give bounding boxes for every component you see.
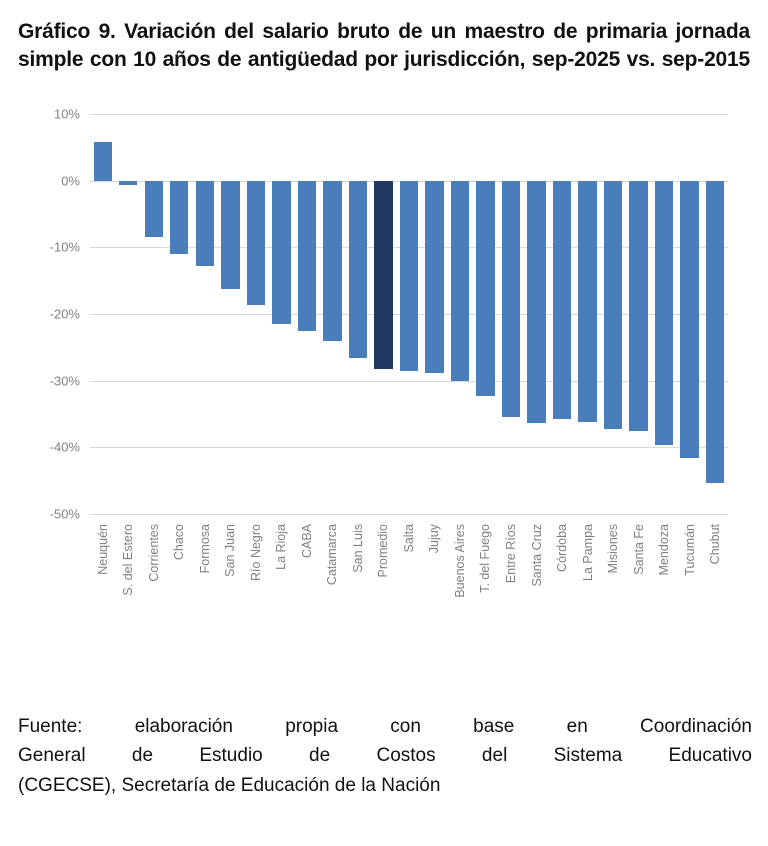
x-axis-label <box>498 520 524 620</box>
x-axis-label <box>473 520 499 620</box>
bar-column <box>320 114 346 514</box>
bar-column <box>677 114 703 514</box>
bar-column <box>218 114 244 514</box>
x-axis-label-text: Corrientes <box>146 523 161 582</box>
x-axis-label-text: Entre Ríos <box>504 523 518 583</box>
bar <box>553 181 571 419</box>
bar <box>706 181 724 484</box>
y-axis-tick-label: -20% <box>49 306 80 322</box>
bar <box>502 181 520 417</box>
x-axis-label-text: Misiones <box>606 523 621 574</box>
x-axis-label-text: San Luis <box>350 523 365 573</box>
bar-column <box>651 114 677 514</box>
bar-column <box>473 114 499 514</box>
bar <box>119 181 137 185</box>
bar <box>247 181 265 305</box>
y-axis-tick-label: 0% <box>61 173 80 188</box>
plot-area <box>90 114 728 514</box>
bar <box>425 181 443 373</box>
x-axis-label-text: Río Negro <box>248 523 263 581</box>
bar-column <box>294 114 320 514</box>
source-line-1: Fuente: elaboración propia con base en Coordinación <box>18 716 752 737</box>
bar-column <box>243 114 269 514</box>
x-axis-label <box>167 520 193 620</box>
x-axis-label <box>192 520 218 620</box>
bar <box>578 181 596 422</box>
x-axis-label <box>345 520 371 620</box>
bar <box>451 181 469 381</box>
x-axis-label <box>243 520 269 620</box>
bar-column <box>192 114 218 514</box>
bar <box>196 181 214 266</box>
y-axis-tick-label: -50% <box>49 506 80 522</box>
x-axis-label-text: Catamarca <box>325 523 340 585</box>
bar <box>400 181 418 372</box>
bar <box>527 181 545 424</box>
gridline <box>90 514 728 515</box>
x-axis-label-text: Mendoza <box>657 523 672 576</box>
x-axis-label <box>600 520 626 620</box>
bar-column <box>396 114 422 514</box>
x-axis-label-text: Neuquén <box>95 523 110 575</box>
bar <box>323 181 341 341</box>
x-axis-label <box>320 520 346 620</box>
y-axis-tick-label: 10% <box>53 106 80 122</box>
bar-column <box>422 114 448 514</box>
x-axis-label-text: Córdoba <box>555 523 570 572</box>
bar-column <box>167 114 193 514</box>
x-axis-label-text: Santa Cruz <box>529 523 544 587</box>
bar <box>629 181 647 432</box>
x-axis-label <box>651 520 677 620</box>
bar-column <box>90 114 116 514</box>
bar-column <box>549 114 575 514</box>
x-axis-label <box>677 520 703 620</box>
x-axis-label-text: T. del Fuego <box>478 523 493 593</box>
x-axis-label <box>447 520 473 620</box>
bar-column <box>498 114 524 514</box>
bar <box>145 181 163 237</box>
bar <box>298 181 316 331</box>
bar-column <box>269 114 295 514</box>
bar <box>94 142 112 181</box>
bar-column <box>371 114 397 514</box>
x-axis-label <box>422 520 448 620</box>
chart-container <box>14 92 754 622</box>
x-axis-label-text: Chaco <box>172 523 187 560</box>
x-axis-label-text: San Juan <box>223 523 238 577</box>
bar <box>655 181 673 446</box>
bar-column <box>447 114 473 514</box>
bar-column <box>524 114 550 514</box>
x-axis-label <box>371 520 397 620</box>
bar <box>221 181 239 289</box>
x-axis-label-text: Formosa <box>197 523 212 574</box>
x-axis-label <box>294 520 320 620</box>
bar <box>680 181 698 458</box>
x-axis-label-text: Promedio <box>376 523 391 578</box>
x-axis-label <box>90 520 116 620</box>
x-axis-label-text: CABA <box>299 523 314 558</box>
x-axis-label <box>575 520 601 620</box>
x-axis-label <box>702 520 728 620</box>
bar-column <box>626 114 652 514</box>
x-axis-label-text: Buenos Aires <box>452 523 467 598</box>
y-axis-tick-label: -10% <box>49 239 80 255</box>
x-axis-label <box>524 520 550 620</box>
x-axis-label <box>116 520 142 620</box>
x-axis-label-text: S. del Estero <box>121 523 136 596</box>
bar <box>349 181 367 358</box>
x-axis-label-text: Tucumán <box>682 523 697 576</box>
x-axis-label-text: Santa Fe <box>631 523 646 575</box>
x-axis-label-text: La Pampa <box>580 523 595 581</box>
x-axis-label-text: Salta <box>401 523 416 553</box>
x-axis-label-text: Jujuy <box>427 523 442 554</box>
x-axis-label <box>626 520 652 620</box>
bar-column <box>141 114 167 514</box>
page-title: Gráfico 9. Variación del salario bruto de un maestro de primaria jornada simple con 10 años de antigüedad por jurisdicción, sep-2025 vs. sep-2015 <box>18 20 750 71</box>
bar <box>476 181 494 396</box>
bar <box>604 181 622 430</box>
bar <box>170 181 188 254</box>
source-note <box>18 712 752 800</box>
bar <box>272 181 290 324</box>
bar-column <box>345 114 371 514</box>
y-axis-tick-label: -40% <box>49 439 80 455</box>
source-line-3: (CGECSE), Secretaría de Educación de la Nación <box>18 774 441 796</box>
bar-column <box>575 114 601 514</box>
x-axis-label <box>549 520 575 620</box>
bar-series <box>90 114 728 514</box>
x-axis-label <box>141 520 167 620</box>
x-axis-label <box>269 520 295 620</box>
x-axis-label-text: Chubut <box>708 523 723 565</box>
x-axis-label <box>218 520 244 620</box>
x-axis-label-text: La Rioja <box>274 523 289 570</box>
x-axis-labels <box>90 520 728 620</box>
bar-column <box>600 114 626 514</box>
bar <box>374 181 392 370</box>
x-axis-label <box>396 520 422 620</box>
bar-column <box>116 114 142 514</box>
bar-column <box>702 114 728 514</box>
source-line-2: General de Estudio de Costos del Sistema Educativo <box>18 745 752 767</box>
y-axis-tick-label: -30% <box>49 373 80 388</box>
